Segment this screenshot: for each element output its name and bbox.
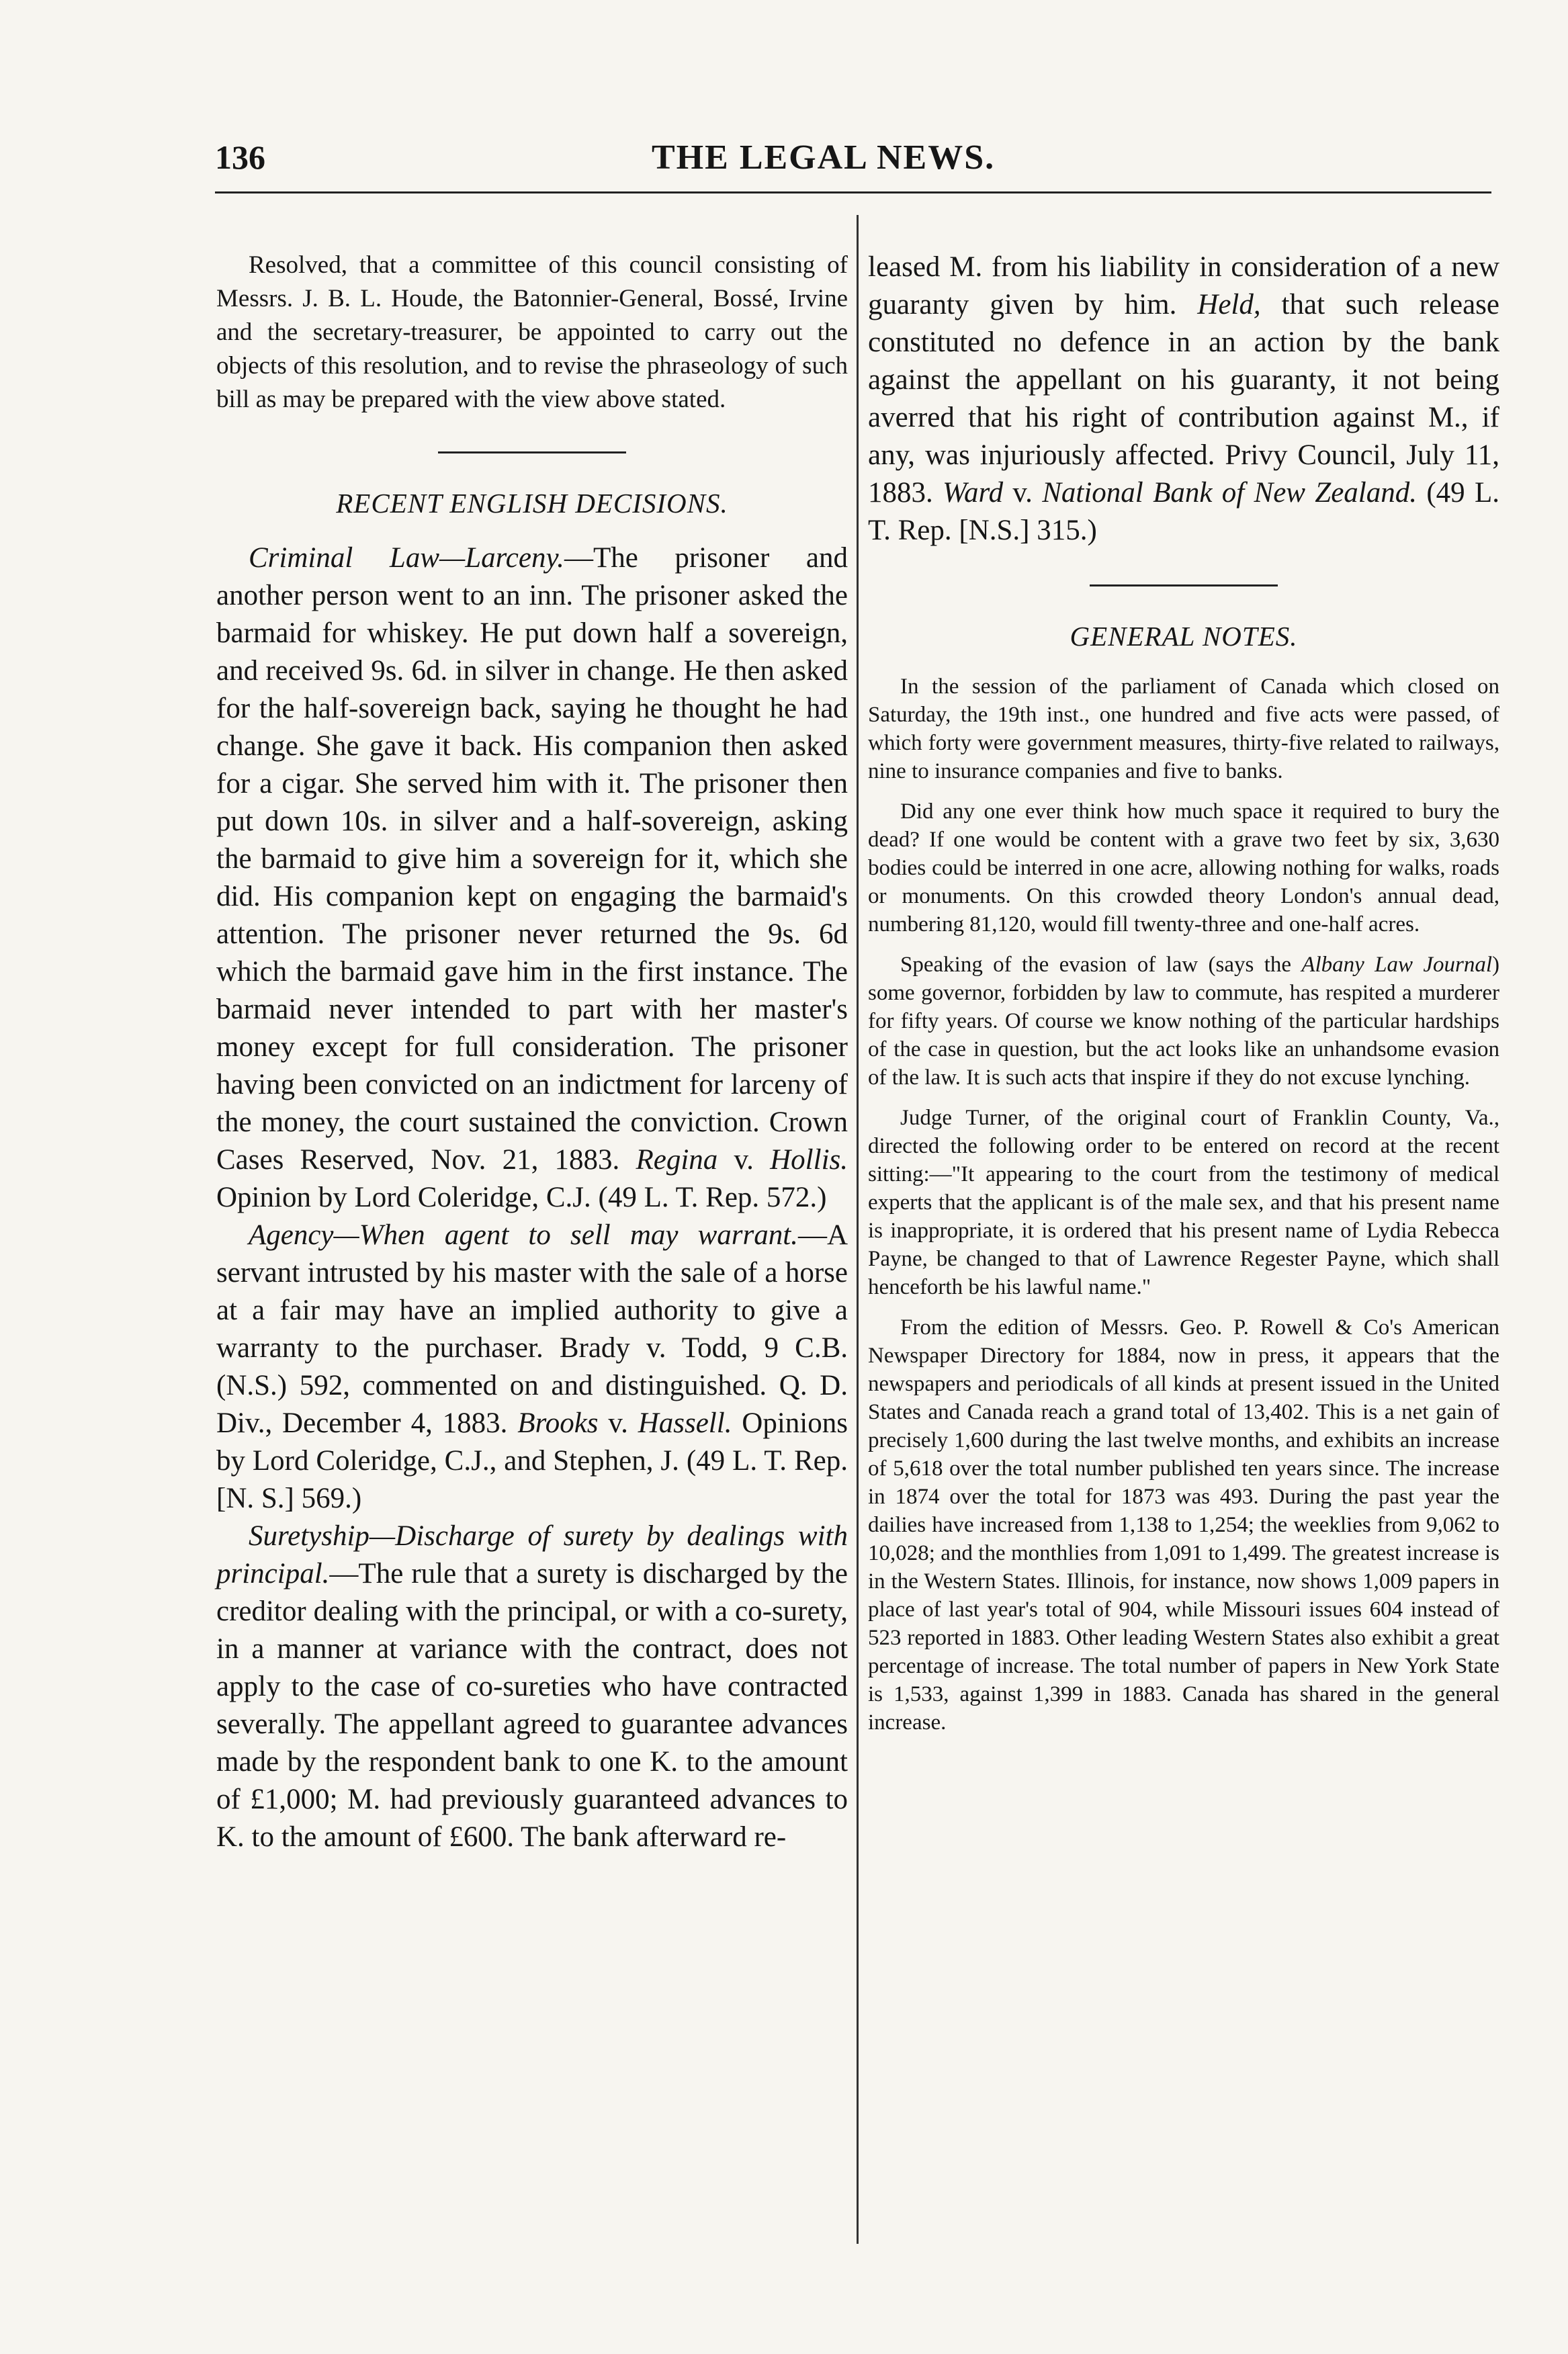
case-v: v.	[717, 1144, 771, 1176]
decision-text: —The prisoner and another person went to an inn. The prisoner asked the barmaid for whiskey. He put down half a sovereign, and received 9s. 6d. in silver in change. He then asked for the half-sovereign back, saying he thought he had change. She gave it back. His companion then asked for a cigar. She served him with it. The prisoner then put down 10s. in silver and a half-sovereign, asking the barmaid to give him a sovereign for it, which she did. His companion kept on engaging the barmaid's attention. The prisoner never returned the 9s. 6d which the barmaid gave him in the first instance. The barmaid never intended to part with her master's money except for full consideration. The prisoner having been convicted on an indictment for larceny of the money, the court sustained the conviction. Crown Cases Reserved, Nov. 21, 1883.	[216, 542, 848, 1176]
note-text: ) some governor, forbidden by law to commute, has respited a murderer for fifty years. Of course we know nothing of the particular hardships of the case in question, but the act looks like an unhandsome evasion of the law. It is such acts that inspire if they do not excuse lynching.	[868, 953, 1499, 1090]
decision-title: Agency—When agent to sell may warrant.	[249, 1219, 798, 1251]
case-party: Hassell.	[638, 1407, 732, 1439]
right-column	[868, 249, 1499, 1749]
section-heading-notes: GENERAL NOTES.	[1070, 621, 1298, 652]
note-paragraph: Did any one ever think how much space it required to bury the dead? If one would be content with a grave two feet by six, 3,630 bodies could be interred in one acre, allowing nothing for walks, roads or monuments. On this crowded theory London's annual dead, numbering 81,120, would fill twenty-three and one-half acres.	[868, 799, 1499, 936]
note-paragraph: In the session of the parliament of Canada which closed on Saturday, the 19th inst., one hundred and five acts were passed, of which forty were government measures, thirty-five related to railways, nine to insurance companies and five to banks.	[868, 674, 1499, 783]
note-paragraph: From the edition of Messrs. Geo. P. Rowell & Co's American Newspaper Directory for 1884, now in press, it appears that the newspapers and periodicals of all kinds at present issued in the United States and Canada reach a grand total of 13,402. This is a net gain of precisely 1,600 during the last twelve months, and exhibits an increase of 5,618 over the total number published ten years since. The increase in 1874 over the total for 1873 was 493. During the past year the dailies have increased from 1,138 to 1,254; the weeklies from 9,062 to 10,028; and the monthlies from 1,091 to 1,499. The greatest increase is in the Western States. Illinois, for instance, now shows 1,009 papers in place of last year's total of 904, while Missouri issues 604 instead of 523 reported in 1883. Other leading Western States also exhibit a great percentage of increase. The total number of papers in New York State is 1,533, against 1,399 in 1883. Canada has shared in the general increase.	[868, 1315, 1499, 1735]
decision-text: —A servant intrusted by his master with the sale of a horse at a fair may have an implied authority to give a warranty to the purchaser. Brady v. Todd, 9 C.B. (N.S.) 592, commented on and distinguished. Q. D. Div., December 4, 1883.	[216, 1219, 848, 1439]
header-rule	[215, 191, 1491, 193]
decision-suretyship	[216, 1518, 848, 1856]
page-number: 136	[215, 138, 265, 176]
case-name: Regina	[636, 1144, 718, 1176]
case-party: National Bank of New Zealand.	[1042, 477, 1417, 509]
case-v: v.	[1003, 477, 1043, 509]
decision-text: —The rule that a surety is discharged by the creditor dealing with the principal, or with a co-surety, in a manner at variance with the contract, does not apply to the case of co-sureties who have contracted severally. The appellant agreed to guarantee advances made by the respondent bank to one K. to the amount of £1,000; M. had previously guaranteed advances to K. to the amount of £600. The bank afterward re-	[216, 1558, 848, 1853]
note-text: Speaking of the evasion of law (says the	[900, 953, 1302, 977]
continuation-text: leased M. from his liability in consideration of a new guaranty given by him.	[868, 251, 1499, 320]
running-title: THE LEGAL NEWS.	[652, 138, 996, 177]
case-name: Ward	[943, 477, 1004, 509]
case-name: Brooks	[517, 1407, 599, 1439]
section-separator	[1090, 584, 1278, 586]
section-heading-decisions: RECENT ENGLISH DECISIONS.	[336, 488, 728, 519]
column-divider	[857, 215, 859, 2244]
continuation-text-2: that such release constituted no defence in an action by the bank against the appellant on his guaranty, it not being averred that his right of contribution against M., if any, was injuriously affected. Privy Council, July 11, 1883.	[868, 289, 1500, 509]
general-notes	[868, 672, 1499, 1737]
resolution-paragraph: Resolved, that a committee of this council consisting of Messrs. J. B. L. Houde, the Batonnier-General, Bossé, Irvine and the secretary-treasurer, be appointed to carry out the objects of this resolution, and to revise the phraseology of such bill as may be prepared with the view above stated.	[216, 251, 848, 413]
held-label: Held,	[1197, 289, 1261, 320]
case-citation: (49 L. T. Rep. [N.S.] 315.)	[868, 477, 1499, 546]
suretyship-continuation	[868, 249, 1499, 550]
decision-criminal-law	[216, 539, 848, 1217]
decision-title: Criminal Law—Larceny.	[249, 542, 564, 574]
note-paragraph: Judge Turner, of the original court of Franklin County, Va., directed the following order to be entered on record at the recent sitting:—"It appearing to the court from the testimony of medical experts that the applicant is of the male sex, and that his present name is inappropriate, it is ordered that his present name of Lydia Rebecca Payne, be changed to that of Lawrence Regester Payne, which shall henceforth be his lawful name."	[868, 1106, 1499, 1299]
decision-agency	[216, 1217, 848, 1518]
note-paragraph-albany	[868, 951, 1499, 1092]
page-header	[0, 0, 1568, 202]
case-citation: Opinion by Lord Coleridge, C.J. (49 L. T. Rep. 572.)	[216, 1182, 827, 1213]
journal-name: Albany Law Journal	[1301, 953, 1492, 977]
left-column	[216, 249, 848, 1856]
decision-title: Suretyship—Discharge of surety by dealings with principal.	[216, 1520, 848, 1589]
section-separator	[438, 451, 626, 453]
case-citation: Opinions by Lord Coleridge, C.J., and Stephen, J. (49 L. T. Rep. [N. S.] 569.)	[216, 1407, 848, 1514]
case-party: Hollis.	[770, 1144, 848, 1176]
case-v: v.	[598, 1407, 638, 1439]
